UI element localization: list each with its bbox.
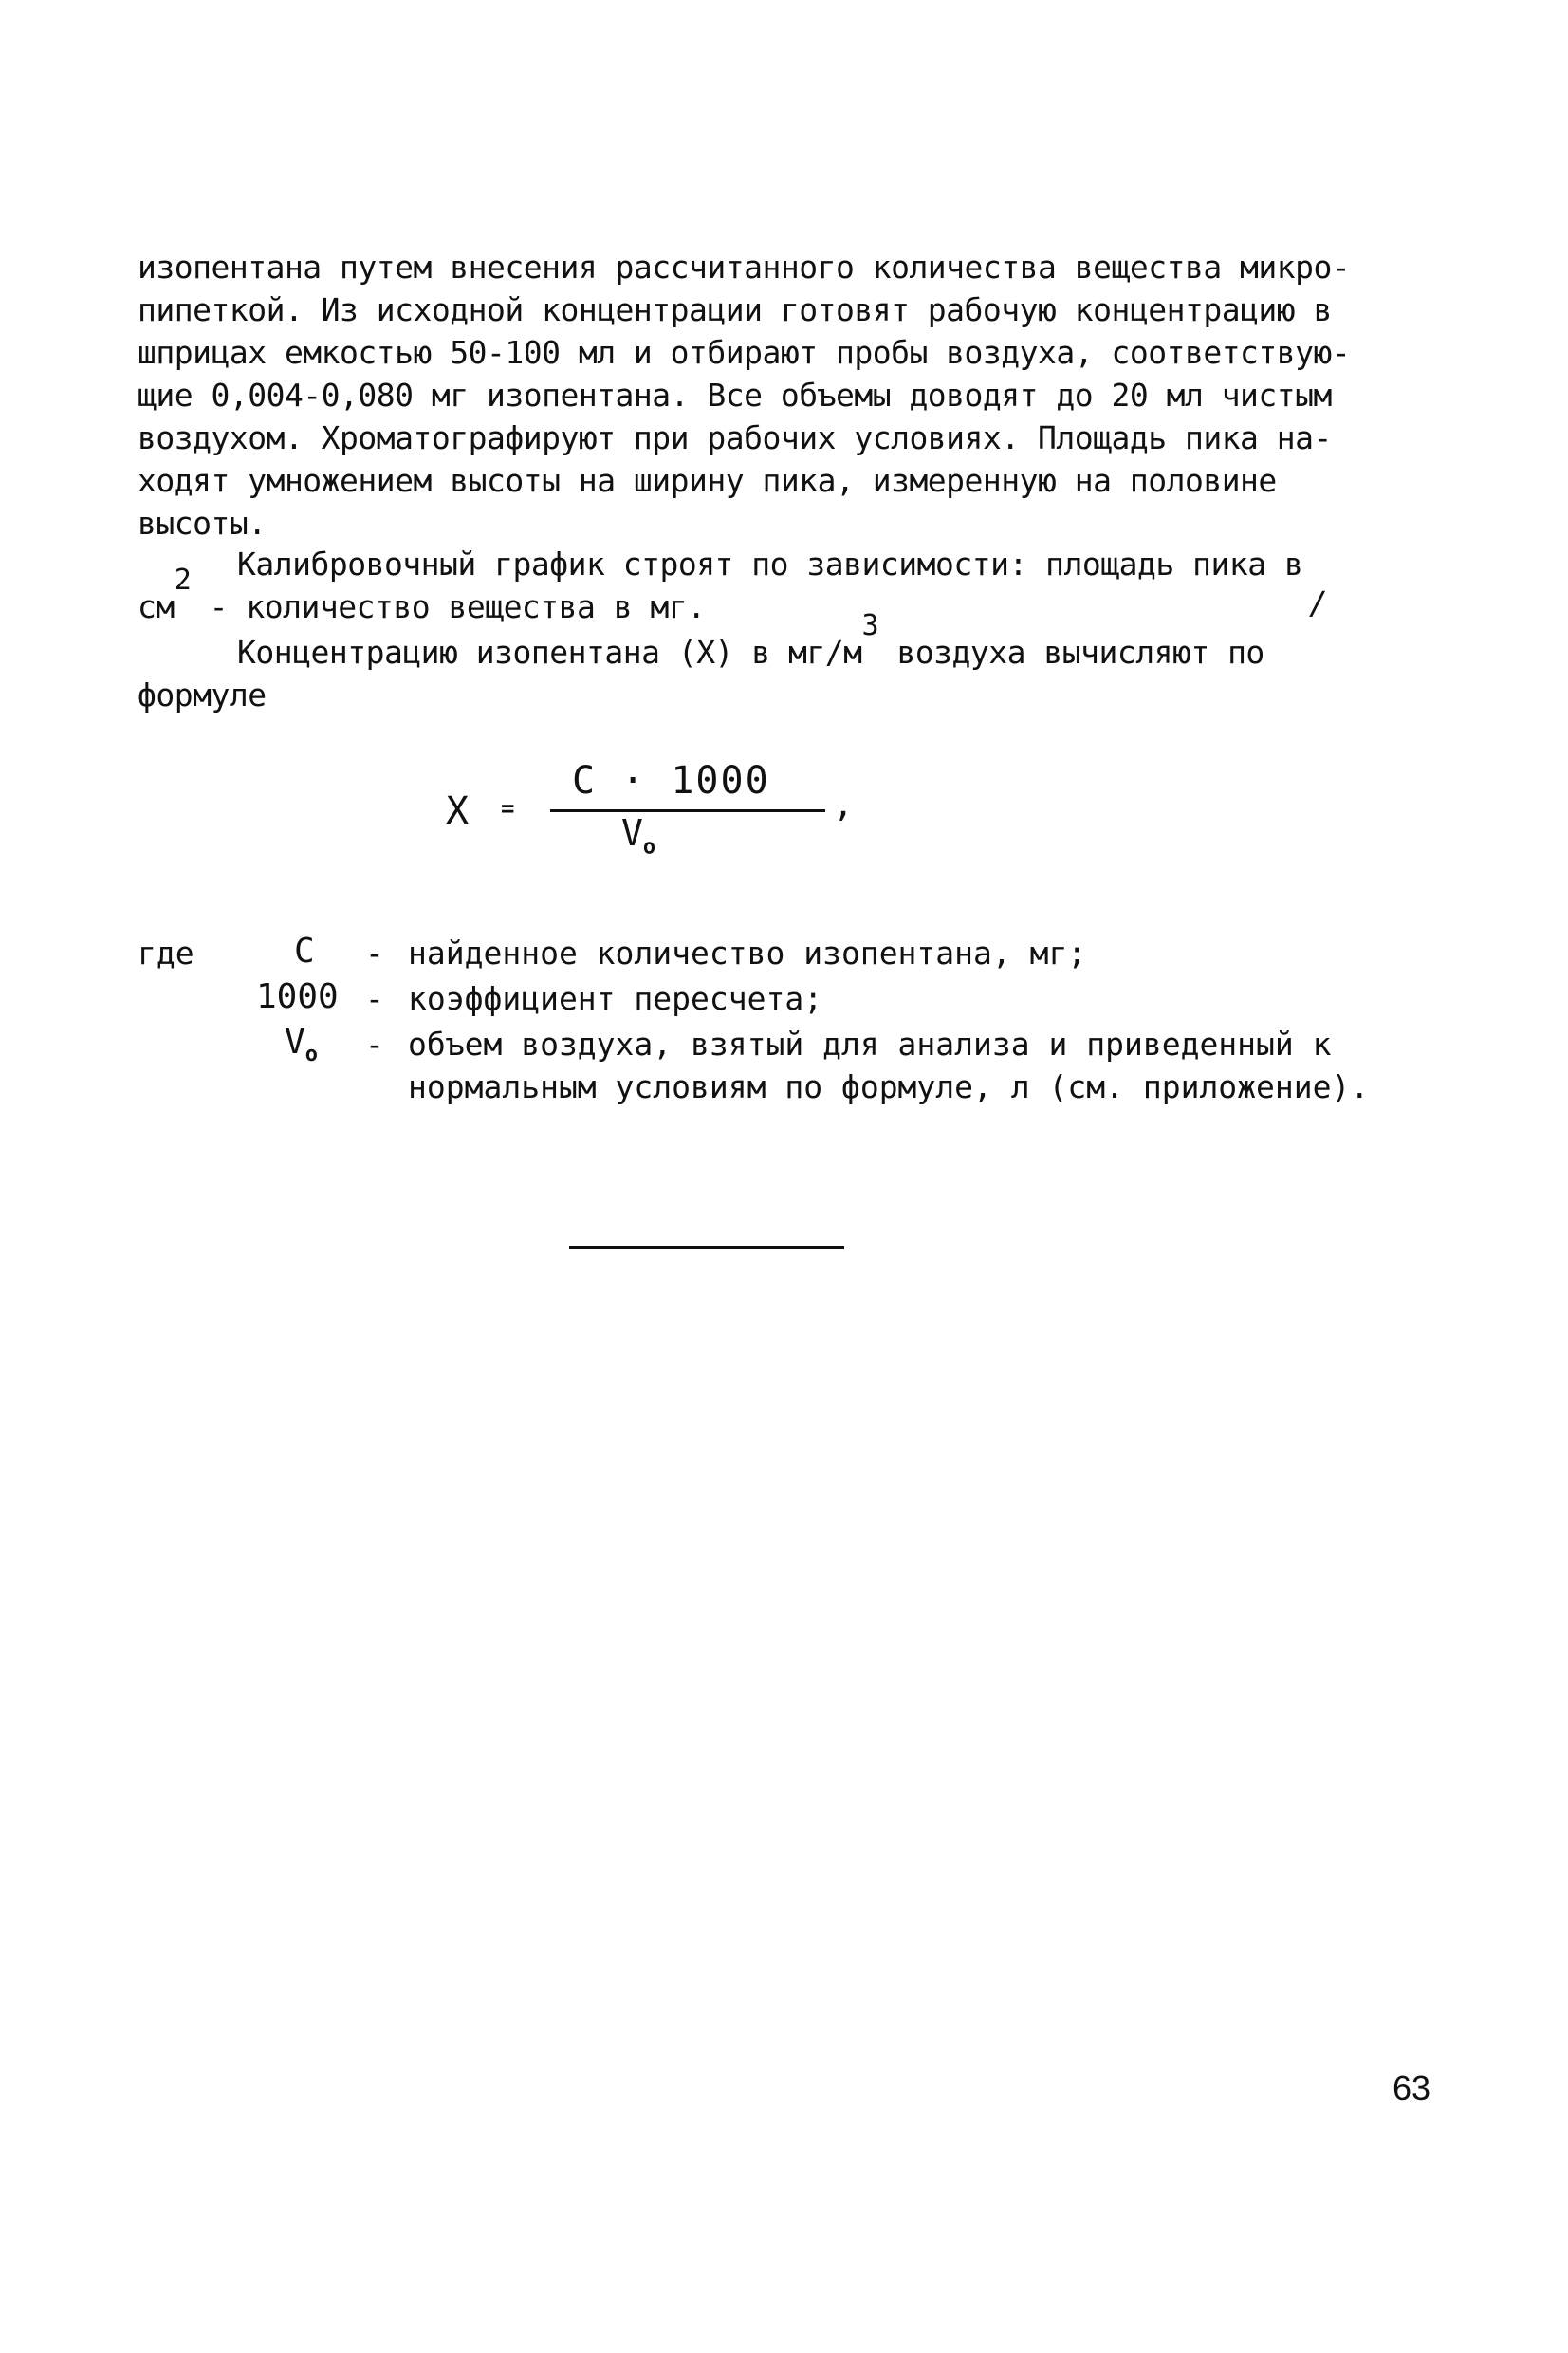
legend-text-v0: объем воздуха, взятый для анализа и приведенный к <box>408 1026 1332 1063</box>
legend-text-v0-continuation: нормальным условиям по формуле, л (см. приложение). <box>408 1068 1370 1105</box>
legend-symbol-subscript: o <box>304 1043 318 1067</box>
legend-dash: - <box>365 980 384 1017</box>
legend-symbol-v0 <box>285 1023 318 1066</box>
legend-dash: - <box>365 1026 384 1063</box>
legend-dash: - <box>365 935 384 972</box>
paragraph-1-line-1: изопентана путем внесения рассчитанного количества вещества микро- <box>138 249 1351 286</box>
legend-symbol-main: 1000 <box>256 977 339 1016</box>
legend-symbol-main: C <box>294 932 315 971</box>
fraction-bar <box>550 809 825 812</box>
page-number: 63 <box>1393 2068 1431 2107</box>
paragraph-3-text-b: воздуха вычисляют по <box>878 634 1264 671</box>
legend-symbol-c <box>294 932 315 971</box>
denominator-symbol: V <box>621 812 643 854</box>
paragraph-2-line-2-text: - количество вещества в мг. <box>191 588 706 625</box>
paragraph-1-line-7: высоты. <box>138 505 267 542</box>
paragraph-3-text-a: Концентрацию изопентана (X) в мг/м <box>237 634 862 671</box>
formula <box>446 759 854 863</box>
unit-superscript: 2 <box>174 564 192 597</box>
paragraph-1-line-6: ходят умножением высоты на ширину пика, измеренную на половине <box>138 462 1277 499</box>
paragraph-3-line-1 <box>237 609 1264 671</box>
formula-equals: = <box>501 795 515 822</box>
unit-cm: см <box>138 588 175 625</box>
legend-symbol-1000 <box>256 977 339 1016</box>
denominator-subscript: o <box>642 835 656 860</box>
stray-mark: / <box>1309 584 1328 621</box>
legend-text-c: найденное количество изопентана, мг; <box>408 935 1087 972</box>
legend-where-label: где <box>138 935 194 972</box>
paragraph-2-line-1: Калибровочный график строят по зависимости: площадь пика в <box>237 546 1303 583</box>
unit-superscript-3: 3 <box>861 609 879 642</box>
formula-comma: , <box>833 786 854 824</box>
legend-text-1000: коэффициент пересчета; <box>408 980 823 1017</box>
paragraph-1-line-3: шприцах емкостью 50-100 мл и отбирают пробы воздуха, соответствую- <box>138 334 1351 371</box>
legend-symbol-main: V <box>285 1023 305 1062</box>
formula-denominator <box>621 812 655 860</box>
formula-numerator: C · 1000 <box>572 759 770 803</box>
paragraph-1-line-5: воздухом. Хроматографируют при рабочих условиях. Площадь пика на- <box>138 419 1332 456</box>
paragraph-1-line-4: щие 0,004-0,080 мг изопентана. Все объемы доводят до 20 мл чистым <box>138 377 1332 414</box>
paragraph-2-line-2 <box>138 564 706 625</box>
paragraph-1-line-2: пипеткой. Из исходной концентрации готовят рабочую концентрацию в <box>138 291 1332 328</box>
section-end-rule <box>569 1246 844 1249</box>
paragraph-3-line-2: формуле <box>138 676 267 713</box>
formula-lhs: X <box>446 789 470 833</box>
